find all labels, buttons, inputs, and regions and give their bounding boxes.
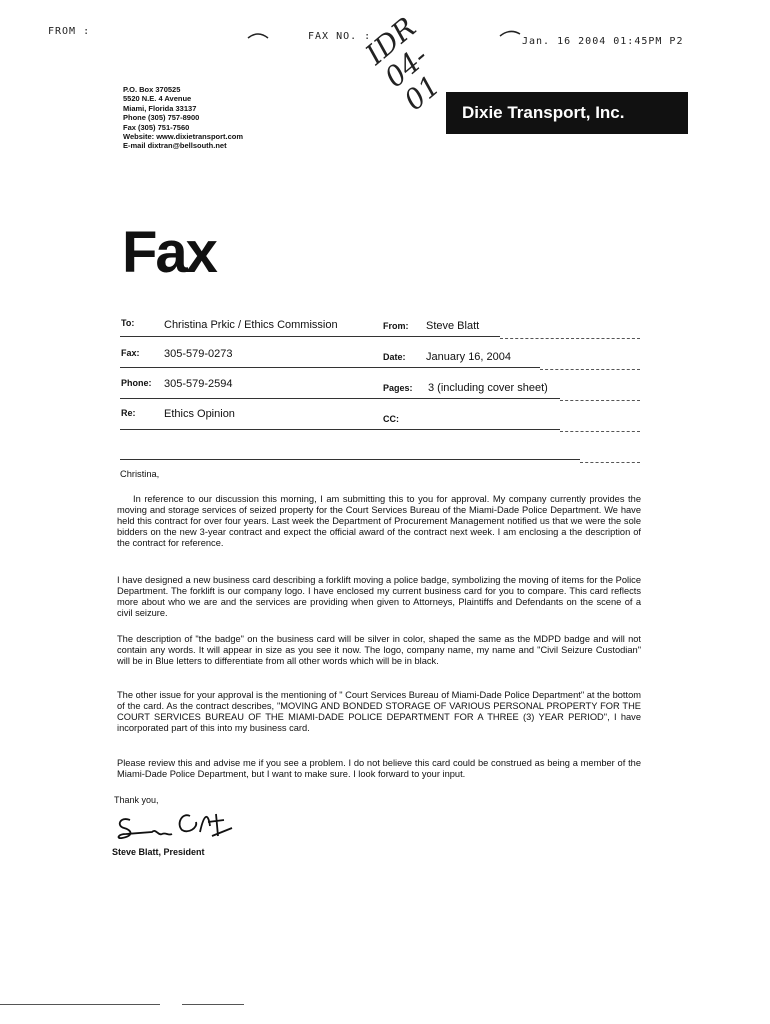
address-line: Website: www.dixietransport.com [123,132,244,142]
fax-value: 305-579-0273 [164,348,233,360]
paragraph-3: The description of "the badge" on the business card will be silver in color, shaped the same as the MDPD badge and will not contain any words. It will appear in size as you see it now. The logo, company name, my name and "Civil Seizure Custodian" will be in Blue letters to differentiate from all other words which will be in black. [117,634,641,666]
cc-label: CC: [383,414,399,424]
to-label: To: [121,318,135,328]
pages-value: 3 (including cover sheet) [428,382,548,394]
divider [120,336,500,337]
closing: Thank you, [114,795,159,805]
company-logo: Dixie Transport, Inc. [446,92,688,134]
address-line: Fax (305) 751-7560 [123,122,190,132]
phone-value: 305-579-2594 [164,378,233,390]
address-line: Miami, Florida 33137 [123,103,197,113]
paragraph-2: I have designed a new business card describing a forklift moving a police badge, symbolizing the moving of items for the Police Department. The forklift is our company logo. I have enclosed my current business card for you to compare. This card reflects more about who we are and the services are providing when given to Attorneys, Plaintiffs and Defendants on the scene of a civil seizure. [117,575,641,618]
re-value: Ethics Opinion [164,408,235,420]
divider [500,338,640,339]
divider [560,400,640,401]
from-value: Steve Blatt [426,320,480,332]
fax-header-from: FROM : [48,26,91,37]
divider [120,367,540,368]
re-label: Re: [121,408,136,418]
address-line: Phone (305) 757-8900 [123,113,200,123]
divider [120,459,580,460]
date-label: Date: [383,352,406,362]
paragraph-1: In reference to our discussion this morning, I am submitting this to you for approval. My company currently provides the moving and storage services of seized property for the Court Services Bureau of the Miami-Dade Police Department. We have held this contract for over four years. Last week the Department of Procurement Management notified us that we were the sole bidders on the new 3-year contract and expect the official award of the contract next week. I am enclosing a the description of the contract for reference. [117,494,641,548]
mark-icon [246,30,270,40]
from-label: From: [383,321,409,331]
signer-name: Steve Blatt, President [112,847,205,857]
to-value: Christina Prkic / Ethics Commission [164,319,338,331]
divider [540,369,640,370]
address-line: E-mail dixtran@bellsouth.net [123,141,227,151]
fax-label: Fax: [121,348,140,358]
page-title: Fax [122,220,216,285]
address-line: P.O. Box 370525 [123,85,181,94]
paragraph-4: The other issue for your approval is the mentioning of " Court Services Bureau of Miami-Dade Police Department" at the bottom of the card. As the contract describes, "MOVING AND BONDED STORAGE OF VARIOUS PERSONAL PROPERTY FOR THE COURT SERVICES BUREAU OF THE MIAMI-DADE POLICE DEPARTMENT FOR A THREE (3) YEAR PERIOD", I have incorporated part of this into my business card. [117,690,641,733]
salutation: Christina, [120,469,160,479]
divider [120,429,560,430]
company-address [123,85,243,151]
divider [182,1004,244,1005]
pages-label: Pages: [383,383,413,393]
fax-header-faxno: FAX NO. : [308,31,372,42]
phone-label: Phone: [121,378,152,388]
divider [120,398,560,399]
divider [0,1004,160,1005]
paragraph-5: Please review this and advise me if you see a problem. I do not believe this card could be construed as being a member of the Miami-Dade Police Department, but I want to make sure. I look forward to your input. [117,758,641,779]
handwritten-note-text: IDR 04-01 [359,10,447,118]
fax-header-timestamp: Jan. 16 2004 01:45PM P2 [522,36,684,47]
divider [560,431,640,432]
date-value: January 16, 2004 [426,351,512,363]
signature [112,806,242,846]
divider [580,462,640,463]
address-line: 5520 N.E. 4 Avenue [123,94,192,104]
